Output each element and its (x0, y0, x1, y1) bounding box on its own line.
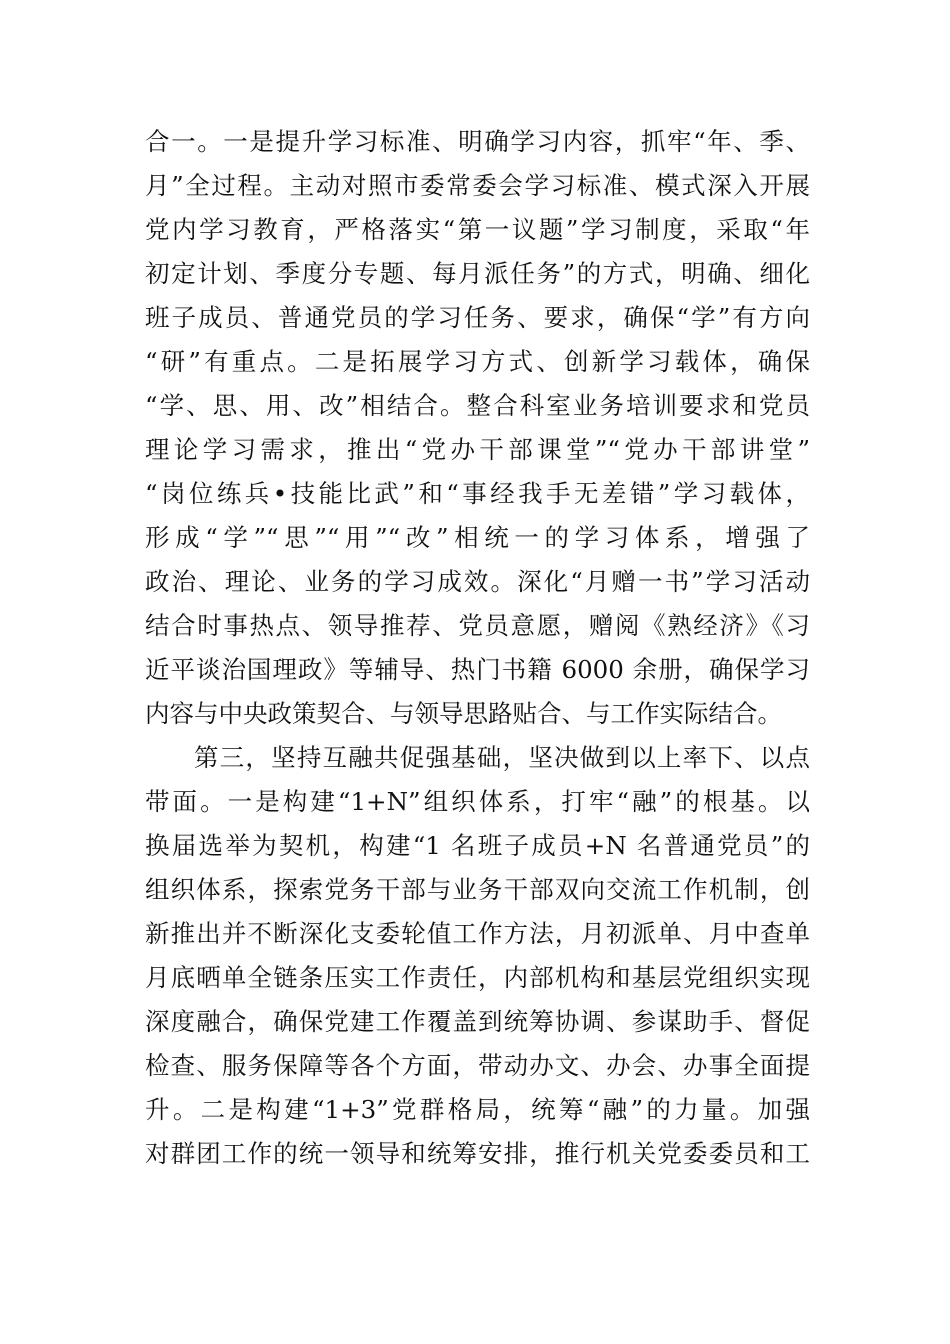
text-line: 检查、服务保障等各个方面，带动办文、办会、办事全面提 (145, 1051, 810, 1080)
text-line: “岗位练兵•技能比武”和“事经我手无差错”学习载体， (145, 479, 810, 508)
text-line: 升。二是构建“1+3”党群格局，统筹“融”的力量。加强 (145, 1095, 810, 1124)
text-line: 初定计划、季度分专题、每月派任务”的方式，明确、细化 (145, 259, 810, 288)
text-line: “研”有重点。二是拓展学习方式、创新学习载体，确保 (145, 347, 810, 376)
text-line: 结合时事热点、领导推荐、党员意愿，赠阅《熟经济》《习 (145, 611, 810, 640)
text-line: 理论学习需求，推出“党办干部课堂”“党办干部讲堂” (145, 435, 810, 464)
text-line: 合一。一是提升学习标准、明确学习内容，抓牢“年、季、 (145, 127, 810, 156)
text-line: 新推出并不断深化支委轮值工作方法，月初派单、月中查单 (145, 919, 810, 948)
text-line: 党内学习教育，严格落实“第一议题”学习制度，采取“年 (145, 215, 810, 244)
text-line: “学、思、用、改”相结合。整合科室业务培训要求和党员 (145, 391, 810, 420)
text-line: 月”全过程。主动对照市委常委会学习标准、模式深入开展 (145, 171, 810, 200)
text-line: 深度融合，确保党建工作覆盖到统筹协调、参谋助手、督促 (145, 1007, 810, 1036)
text-line: 政治、理论、业务的学习成效。深化“月赠一书”学习活动 (145, 567, 810, 596)
text-line: 班子成员、普通党员的学习任务、要求，确保“学”有方向 (145, 303, 810, 332)
text-line: 内容与中央政策契合、与领导思路贴合、与工作实际结合。 (145, 699, 782, 728)
text-line: 带面。一是构建“1+N”组织体系，打牢“融”的根基。以 (145, 787, 810, 816)
text-line: 月底晒单全链条压实工作责任，内部机构和基层党组织实现 (145, 963, 810, 992)
text-line: 对群团工作的统一领导和统筹安排，推行机关党委委员和工 (145, 1139, 810, 1168)
text-line: 近平谈治国理政》等辅导、热门书籍 6000 余册，确保学习 (145, 655, 810, 684)
text-line: 换届选举为契机，构建“1 名班子成员+N 名普通党员”的 (145, 831, 810, 860)
text-line: 形成“学”“思”“用”“改”相统一的学习体系，增强了 (145, 523, 810, 552)
text-line: 组织体系，探索党务干部与业务干部双向交流工作机制，创 (145, 875, 810, 904)
paragraph-start-line: 第三，坚持互融共促强基础，坚决做到以上率下、以点 (194, 743, 810, 772)
